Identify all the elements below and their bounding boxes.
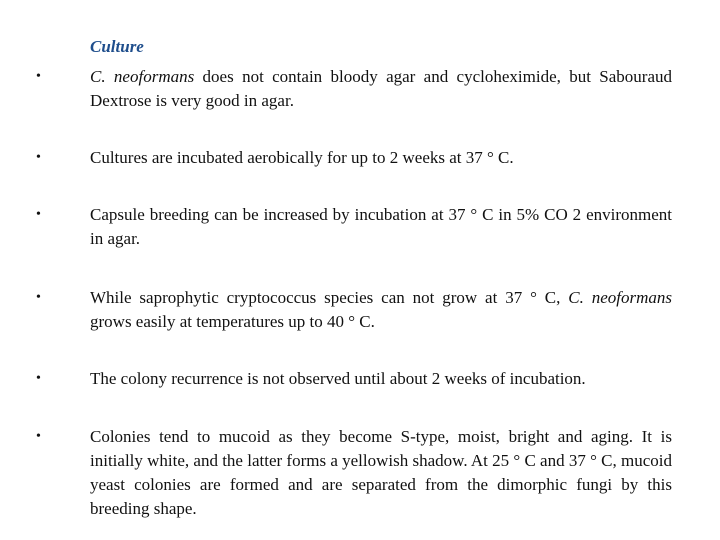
bullet-item bbox=[36, 146, 672, 170]
bullet-text: does not contain bloody agar and cycloheximide, but Sabouraud Dextrose is very good in agar. bbox=[90, 67, 672, 110]
bullet-text: grows easily at temperatures up to 40 ° C. bbox=[90, 312, 375, 331]
bullet-dot: • bbox=[36, 429, 41, 444]
bullet-text: Capsule breeding can be increased by incubation at 37 ° C in 5% CO 2 environment in agar. bbox=[90, 205, 672, 248]
bullet-text: The colony recurrence is not observed until about 2 weeks of incubation. bbox=[90, 369, 586, 388]
bullet-dot: • bbox=[36, 207, 41, 222]
bullet-dot: • bbox=[36, 371, 41, 386]
bullet-dot: • bbox=[36, 150, 41, 165]
bullet-item bbox=[36, 65, 672, 113]
bullet-text: Cultures are incubated aerobically for up to 2 weeks at 37 ° C. bbox=[90, 148, 514, 167]
slide-title: Culture bbox=[90, 37, 144, 56]
bullet-dot: • bbox=[36, 290, 41, 305]
bullet-item bbox=[36, 425, 672, 521]
bullet-item bbox=[36, 286, 672, 334]
bullet-text: While saprophytic cryptococcus species can not grow at 37 ° C, bbox=[90, 288, 569, 307]
species-name: C. neoformans bbox=[568, 288, 672, 307]
bullet-item bbox=[36, 367, 672, 391]
bullet-dot: • bbox=[36, 69, 41, 84]
bullet-text: Colonies tend to mucoid as they become S-type, moist, bright and aging. It is initially white, and the latter forms a yellowish shadow. At 25 ° C and 37 ° C, mucoid yeast colonies are formed and are separated from the dimorphic fungi by this breeding shape. bbox=[90, 427, 672, 518]
species-name: C. neoformans bbox=[90, 67, 195, 86]
bullet-item bbox=[36, 203, 672, 251]
